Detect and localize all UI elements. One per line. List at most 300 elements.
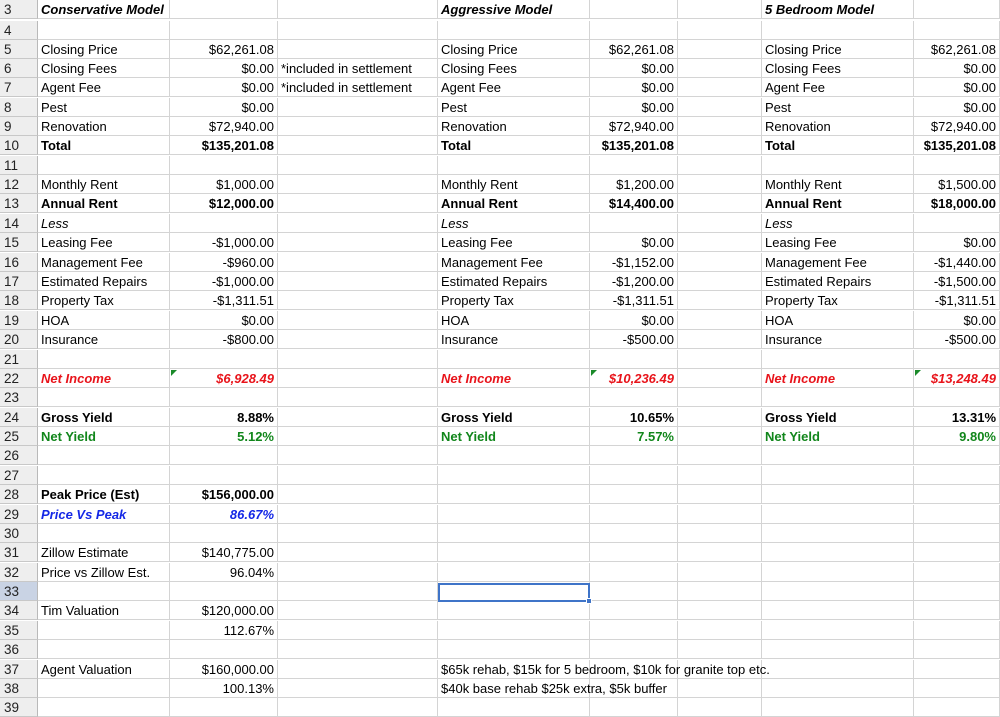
cell[interactable] [590,698,678,717]
less-label[interactable]: Less [38,214,170,233]
cell[interactable] [278,21,438,40]
renovation-label[interactable]: Renovation [762,117,914,136]
cell[interactable] [278,253,438,272]
closing-price-value[interactable]: $62,261.08 [590,40,678,59]
monthly-rent-label[interactable]: Monthly Rent [762,175,914,194]
cell[interactable] [38,621,170,640]
cell[interactable] [914,388,1000,407]
gross-yield-label[interactable]: Gross Yield [438,408,590,427]
cell[interactable] [278,524,438,543]
cell[interactable] [762,582,914,601]
cell[interactable] [678,563,762,582]
zillow-estimate-label[interactable]: Zillow Estimate [38,543,170,562]
closing-fees-label[interactable]: Closing Fees [762,59,914,78]
management-fee-value[interactable]: -$1,440.00 [914,253,1000,272]
cell[interactable] [914,156,1000,175]
cell[interactable] [678,194,762,213]
cell[interactable] [914,350,1000,369]
management-fee-label[interactable]: Management Fee [38,253,170,272]
cell[interactable] [278,98,438,117]
row-header[interactable]: 18 [0,291,38,310]
cell[interactable] [38,350,170,369]
cell[interactable] [914,640,1000,659]
cell[interactable] [278,679,438,698]
cell[interactable] [38,524,170,543]
row-header[interactable]: 25 [0,427,38,446]
cell[interactable] [914,582,1000,601]
cell[interactable] [678,40,762,59]
cell[interactable] [678,214,762,233]
insurance-label[interactable]: Insurance [762,330,914,349]
cell[interactable] [170,21,278,40]
row-header[interactable]: 5 [0,40,38,59]
cell[interactable] [914,563,1000,582]
monthly-rent-label[interactable]: Monthly Rent [38,175,170,194]
management-fee-label[interactable]: Management Fee [762,253,914,272]
cell[interactable] [278,233,438,252]
cell[interactable] [762,505,914,524]
insurance-value[interactable]: -$800.00 [170,330,278,349]
property-tax-value[interactable]: -$1,311.51 [170,291,278,310]
row-header[interactable]: 30 [0,524,38,543]
less-label[interactable]: Less [762,214,914,233]
cell[interactable] [590,388,678,407]
cell[interactable] [678,253,762,272]
property-tax-label[interactable]: Property Tax [438,291,590,310]
insurance-value[interactable]: -$500.00 [590,330,678,349]
insurance-value[interactable]: -$500.00 [914,330,1000,349]
management-fee-value[interactable]: -$1,152.00 [590,253,678,272]
cell[interactable] [678,175,762,194]
cell[interactable] [678,0,762,19]
cell[interactable] [438,621,590,640]
cell[interactable] [170,640,278,659]
net-yield-value[interactable]: 5.12% [170,427,278,446]
cell[interactable] [278,408,438,427]
cell[interactable] [278,117,438,136]
row-header[interactable]: 7 [0,78,38,97]
gross-yield-value[interactable]: 10.65% [590,408,678,427]
fill-handle[interactable] [586,598,592,604]
cell[interactable] [438,524,590,543]
closing-fees-label[interactable]: Closing Fees [438,59,590,78]
property-tax-value[interactable]: -$1,311.51 [914,291,1000,310]
cell[interactable] [38,466,170,485]
cell[interactable] [590,485,678,504]
cell[interactable] [914,660,1000,679]
row-header[interactable]: 35 [0,621,38,640]
agent-fee-value[interactable]: $0.00 [914,78,1000,97]
renovation-label[interactable]: Renovation [438,117,590,136]
management-fee-label[interactable]: Management Fee [438,253,590,272]
row-header[interactable]: 20 [0,330,38,349]
management-fee-value[interactable]: -$960.00 [170,253,278,272]
cell[interactable] [38,156,170,175]
cell[interactable] [438,21,590,40]
pest-value[interactable]: $0.00 [170,98,278,117]
row-header[interactable]: 9 [0,117,38,136]
cell[interactable] [38,388,170,407]
row-header[interactable]: 22 [0,369,38,388]
cell[interactable] [762,621,914,640]
cell[interactable] [278,311,438,330]
cell[interactable] [278,660,438,679]
row-header[interactable]: 29 [0,505,38,524]
row-header[interactable]: 34 [0,601,38,620]
cell[interactable] [38,446,170,465]
row-header[interactable]: 39 [0,698,38,717]
estimated-repairs-value[interactable]: -$1,000.00 [170,272,278,291]
cell[interactable] [278,350,438,369]
cell[interactable] [762,601,914,620]
cell[interactable] [762,350,914,369]
cell[interactable] [678,466,762,485]
annual-rent-value[interactable]: $18,000.00 [914,194,1000,213]
cell[interactable] [38,582,170,601]
cell[interactable] [678,311,762,330]
peak-price-label[interactable]: Peak Price (Est) [38,485,170,504]
pest-label[interactable]: Pest [38,98,170,117]
cell[interactable] [438,350,590,369]
cell[interactable] [170,156,278,175]
cell[interactable] [678,233,762,252]
cell[interactable] [914,21,1000,40]
closing-price-label[interactable]: Closing Price [38,40,170,59]
cell[interactable] [278,427,438,446]
cell[interactable] [914,621,1000,640]
hoa-value[interactable]: $0.00 [914,311,1000,330]
tim-valuation-label[interactable]: Tim Valuation [38,601,170,620]
cell[interactable] [170,446,278,465]
row-header[interactable]: 17 [0,272,38,291]
cell[interactable] [678,21,762,40]
cell[interactable] [590,466,678,485]
cell[interactable] [438,485,590,504]
net-yield-label[interactable]: Net Yield [438,427,590,446]
net-yield-label[interactable]: Net Yield [762,427,914,446]
agent-fee-note[interactable]: *included in settlement [278,78,438,97]
cell[interactable] [678,117,762,136]
property-tax-label[interactable]: Property Tax [762,291,914,310]
net-income-value[interactable]: $10,236.49 [590,369,678,388]
cell[interactable] [914,524,1000,543]
cell[interactable] [678,601,762,620]
cell[interactable] [590,505,678,524]
estimated-repairs-value[interactable]: -$1,200.00 [590,272,678,291]
hoa-label[interactable]: HOA [438,311,590,330]
gross-yield-label[interactable]: Gross Yield [762,408,914,427]
closing-fees-label[interactable]: Closing Fees [38,59,170,78]
agent-valuation-label[interactable]: Agent Valuation [38,660,170,679]
cell[interactable] [762,388,914,407]
agent-fee-value[interactable]: $0.00 [590,78,678,97]
cell[interactable] [278,505,438,524]
cell[interactable] [762,698,914,717]
cell[interactable] [278,543,438,562]
net-income-label[interactable]: Net Income [438,369,590,388]
row-header[interactable]: 21 [0,350,38,369]
cell[interactable] [590,524,678,543]
row-header[interactable]: 36 [0,640,38,659]
hoa-value[interactable]: $0.00 [590,311,678,330]
row-header[interactable]: 8 [0,98,38,117]
net-income-label[interactable]: Net Income [762,369,914,388]
agent-fee-label[interactable]: Agent Fee [38,78,170,97]
monthly-rent-value[interactable]: $1,000.00 [170,175,278,194]
rehab-note-2[interactable]: $40k base rehab $25k extra, $5k buffer [441,681,667,696]
leasing-fee-value[interactable]: $0.00 [914,233,1000,252]
cell[interactable] [438,640,590,659]
insurance-label[interactable]: Insurance [38,330,170,349]
cell[interactable] [38,21,170,40]
leasing-fee-value[interactable]: $0.00 [590,233,678,252]
net-yield-label[interactable]: Net Yield [38,427,170,446]
cell[interactable] [762,21,914,40]
cell[interactable] [590,156,678,175]
estimated-repairs-value[interactable]: -$1,500.00 [914,272,1000,291]
row-header[interactable]: 13 [0,194,38,213]
total-value[interactable]: $135,201.08 [914,136,1000,155]
row-header[interactable]: 26 [0,446,38,465]
closing-fees-note[interactable]: *included in settlement [278,59,438,78]
cell[interactable] [678,446,762,465]
cell[interactable] [762,640,914,659]
closing-fees-value[interactable]: $0.00 [590,59,678,78]
estimated-repairs-label[interactable]: Estimated Repairs [762,272,914,291]
cell[interactable] [590,543,678,562]
estimated-repairs-label[interactable]: Estimated Repairs [38,272,170,291]
leasing-fee-label[interactable]: Leasing Fee [38,233,170,252]
pest-label[interactable]: Pest [762,98,914,117]
aggressive-title[interactable]: Aggressive Model [438,0,590,19]
cell[interactable] [678,408,762,427]
cell[interactable] [278,194,438,213]
cell[interactable] [914,543,1000,562]
agent-valuation-value[interactable]: $160,000.00 [170,660,278,679]
cell[interactable] [678,485,762,504]
cell[interactable] [914,679,1000,698]
cell[interactable] [678,330,762,349]
cell[interactable] [914,0,1000,19]
tim-valuation-value[interactable]: $120,000.00 [170,601,278,620]
closing-price-value[interactable]: $62,261.08 [170,40,278,59]
cell[interactable] [278,330,438,349]
cell[interactable] [278,175,438,194]
conservative-title[interactable]: Conservative Model [38,0,170,19]
cell[interactable] [590,0,678,19]
row-header[interactable]: 10 [0,136,38,155]
cell[interactable] [590,446,678,465]
five-bedroom-title[interactable]: 5 Bedroom Model [762,0,914,19]
annual-rent-label[interactable]: Annual Rent [38,194,170,213]
row-header[interactable]: 32 [0,563,38,582]
cell[interactable] [278,446,438,465]
cell[interactable] [678,698,762,717]
renovation-value[interactable]: $72,940.00 [170,117,278,136]
leasing-fee-label[interactable]: Leasing Fee [438,233,590,252]
pest-value[interactable]: $0.00 [590,98,678,117]
agent-fee-label[interactable]: Agent Fee [438,78,590,97]
cell[interactable] [762,466,914,485]
cell[interactable] [590,214,678,233]
row-header[interactable]: 16 [0,253,38,272]
cell[interactable] [678,543,762,562]
cell[interactable] [278,136,438,155]
cell[interactable] [278,485,438,504]
cell[interactable] [762,156,914,175]
cell[interactable] [278,388,438,407]
cell[interactable] [170,582,278,601]
cell[interactable] [762,660,914,679]
price-vs-zillow-value[interactable]: 96.04% [170,563,278,582]
cell[interactable] [170,524,278,543]
net-income-value[interactable]: $6,928.49 [170,369,278,388]
annual-rent-label[interactable]: Annual Rent [762,194,914,213]
cell[interactable] [170,388,278,407]
annual-rent-value[interactable]: $14,400.00 [590,194,678,213]
monthly-rent-value[interactable]: $1,200.00 [590,175,678,194]
rehab-note-1[interactable]: $65k rehab, $15k for 5 bedroom, $10k for granite top etc. [441,662,770,677]
cell[interactable] [762,524,914,543]
net-yield-value[interactable]: 7.57% [590,427,678,446]
row-header[interactable]: 37 [0,660,38,679]
cell[interactable] [914,214,1000,233]
cell[interactable] [438,698,590,717]
cell[interactable] [278,0,438,19]
monthly-rent-value[interactable]: $1,500.00 [914,175,1000,194]
cell[interactable] [170,0,278,19]
cell[interactable] [590,350,678,369]
cell[interactable] [170,350,278,369]
total-value[interactable]: $135,201.08 [590,136,678,155]
cell[interactable] [590,563,678,582]
cell[interactable] [678,640,762,659]
cell[interactable] [590,582,678,601]
hoa-value[interactable]: $0.00 [170,311,278,330]
price-vs-zillow-label[interactable]: Price vs Zillow Est. [38,563,170,582]
cell[interactable] [762,446,914,465]
gross-yield-value[interactable]: 8.88% [170,408,278,427]
cell[interactable] [38,698,170,717]
cell[interactable] [678,388,762,407]
renovation-value[interactable]: $72,940.00 [914,117,1000,136]
cell[interactable] [590,640,678,659]
cell[interactable] [678,621,762,640]
cell[interactable] [278,466,438,485]
cell[interactable] [678,272,762,291]
closing-price-label[interactable]: Closing Price [762,40,914,59]
peak-price-value[interactable]: $156,000.00 [170,485,278,504]
cell[interactable] [438,601,590,620]
annual-rent-value[interactable]: $12,000.00 [170,194,278,213]
cell[interactable] [278,291,438,310]
total-label[interactable]: Total [38,136,170,155]
hoa-label[interactable]: HOA [38,311,170,330]
total-value[interactable]: $135,201.08 [170,136,278,155]
row-header[interactable]: 4 [0,21,38,40]
price-vs-peak-value[interactable]: 86.67% [170,505,278,524]
cell[interactable] [438,505,590,524]
cell[interactable] [914,485,1000,504]
closing-price-value[interactable]: $62,261.08 [914,40,1000,59]
agent-fee-label[interactable]: Agent Fee [762,78,914,97]
cell[interactable] [38,679,170,698]
price-vs-peak-label[interactable]: Price Vs Peak [38,505,170,524]
cell[interactable] [278,601,438,620]
cell[interactable] [914,466,1000,485]
row-header[interactable]: 23 [0,388,38,407]
closing-fees-value[interactable]: $0.00 [914,59,1000,78]
zillow-estimate-value[interactable]: $140,775.00 [170,543,278,562]
cell[interactable] [278,582,438,601]
cell[interactable] [438,543,590,562]
hoa-label[interactable]: HOA [762,311,914,330]
cell[interactable] [438,563,590,582]
tim-valuation-percent[interactable]: 112.67% [170,621,278,640]
cell[interactable] [438,446,590,465]
net-income-value[interactable]: $13,248.49 [914,369,1000,388]
cell[interactable] [762,543,914,562]
agent-fee-value[interactable]: $0.00 [170,78,278,97]
cell[interactable] [678,524,762,543]
cell[interactable] [278,369,438,388]
row-header[interactable]: 6 [0,59,38,78]
cell[interactable] [678,427,762,446]
net-income-label[interactable]: Net Income [38,369,170,388]
less-label[interactable]: Less [438,214,590,233]
renovation-value[interactable]: $72,940.00 [590,117,678,136]
cell[interactable] [762,563,914,582]
cell[interactable] [278,40,438,59]
monthly-rent-label[interactable]: Monthly Rent [438,175,590,194]
cell[interactable] [678,156,762,175]
cell[interactable] [438,156,590,175]
cell[interactable] [678,582,762,601]
cell[interactable] [914,505,1000,524]
cell[interactable] [762,679,914,698]
cell[interactable] [278,272,438,291]
cell[interactable] [914,698,1000,717]
cell[interactable] [678,505,762,524]
row-header[interactable]: 24 [0,408,38,427]
cell[interactable] [762,485,914,504]
pest-value[interactable]: $0.00 [914,98,1000,117]
row-header[interactable]: 11 [0,156,38,175]
renovation-label[interactable]: Renovation [38,117,170,136]
cell[interactable] [38,640,170,659]
row-header[interactable]: 3 [0,0,38,19]
cell[interactable] [438,388,590,407]
row-header[interactable]: 27 [0,466,38,485]
cell[interactable] [278,214,438,233]
cell[interactable] [170,698,278,717]
leasing-fee-label[interactable]: Leasing Fee [762,233,914,252]
active-cell-selection[interactable] [438,583,590,602]
cell[interactable] [678,291,762,310]
cell[interactable] [678,136,762,155]
cell[interactable] [590,21,678,40]
closing-fees-value[interactable]: $0.00 [170,59,278,78]
cell[interactable] [678,350,762,369]
estimated-repairs-label[interactable]: Estimated Repairs [438,272,590,291]
property-tax-label[interactable]: Property Tax [38,291,170,310]
row-header[interactable]: 28 [0,485,38,504]
net-yield-value[interactable]: 9.80% [914,427,1000,446]
total-label[interactable]: Total [762,136,914,155]
closing-price-label[interactable]: Closing Price [438,40,590,59]
total-label[interactable]: Total [438,136,590,155]
cell[interactable] [170,466,278,485]
